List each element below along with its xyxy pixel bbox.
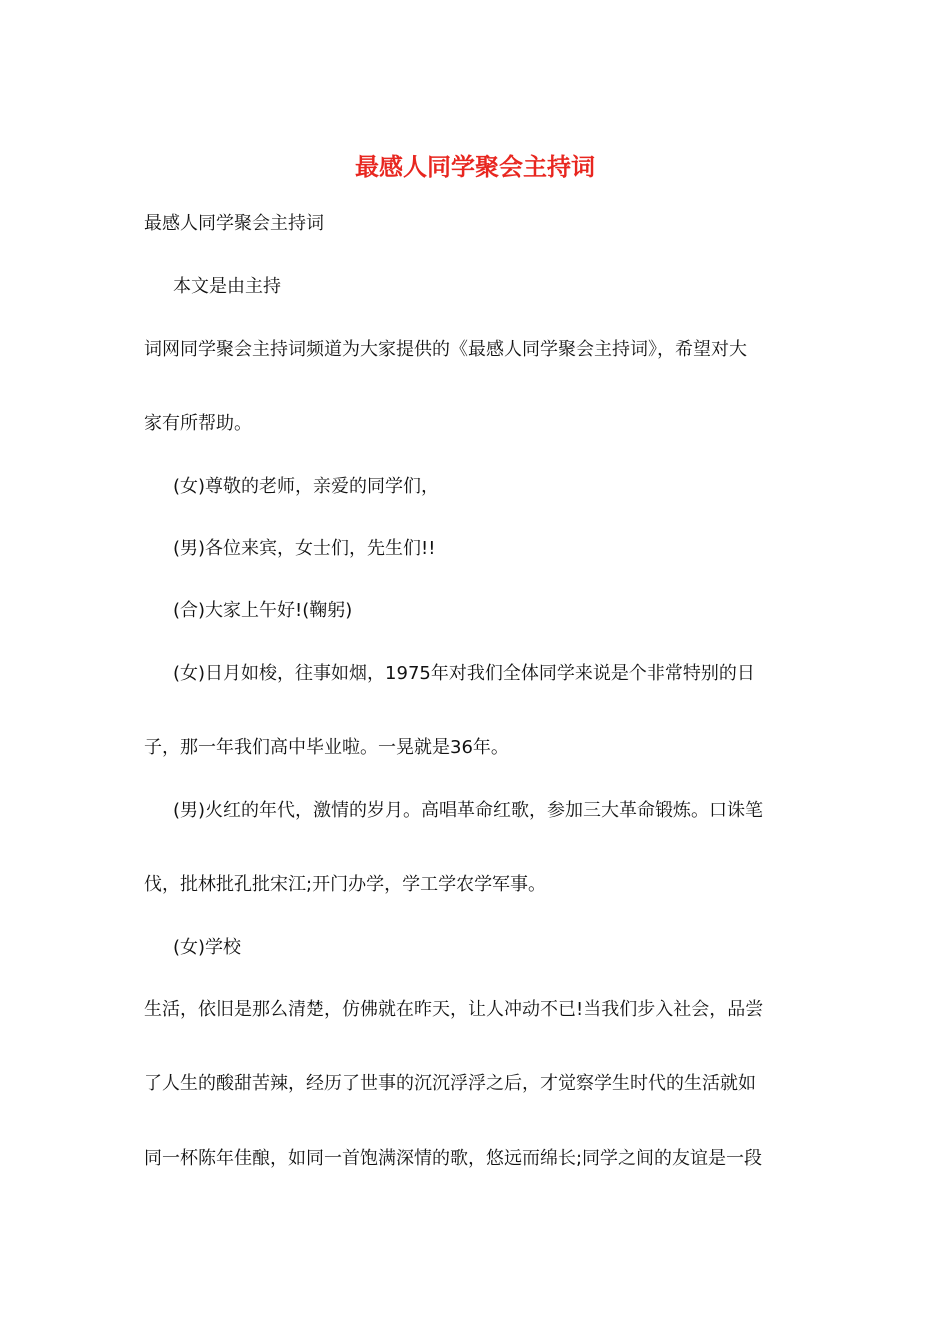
subtitle-line: 最感人同学聚会主持词: [144, 213, 324, 234]
paragraph-line: 伐，批林批孔批宋江;开门办学，学工学农学军事。: [144, 874, 547, 895]
paragraph-line: 子，那一年我们高中毕业啦。一晃就是36年。: [144, 737, 509, 758]
dialogue-line-female: (女)学校: [173, 937, 242, 958]
dialogue-line-together: (合)大家上午好!(鞠躬): [173, 600, 353, 621]
paragraph-line: 词网同学聚会主持词频道为大家提供的《最感人同学聚会主持词》，希望对大: [144, 339, 747, 360]
dialogue-line-male: (男)各位来宾，女士们，先生们!!: [173, 538, 436, 559]
dialogue-line-male: (男)火红的年代，激情的岁月。高唱革命红歌，参加三大革命锻炼。口诛笔: [173, 800, 764, 821]
dialogue-line-female: (女)日月如梭，往事如烟，1975年对我们全体同学来说是个非常特别的日: [173, 663, 755, 684]
dialogue-line-female: (女)尊敬的老师，亲爱的同学们，: [173, 476, 440, 497]
paragraph-line: 同一杯陈年佳酿，如同一首饱满深情的歌，悠远而绵长;同学之间的友谊是一段: [144, 1148, 763, 1169]
paragraph-line: 了人生的酸甜苦辣，经历了世事的沉沉浮浮之后，才觉察学生时代的生活就如: [144, 1073, 756, 1094]
paragraph-line: 家有所帮助。: [144, 413, 252, 434]
paragraph-line: 生活，依旧是那么清楚，仿佛就在昨天，让人冲动不已!当我们步入社会，品尝: [144, 999, 764, 1020]
paragraph-line: 本文是由主持: [173, 276, 281, 297]
document-title: 最感人同学聚会主持词: [355, 152, 595, 181]
